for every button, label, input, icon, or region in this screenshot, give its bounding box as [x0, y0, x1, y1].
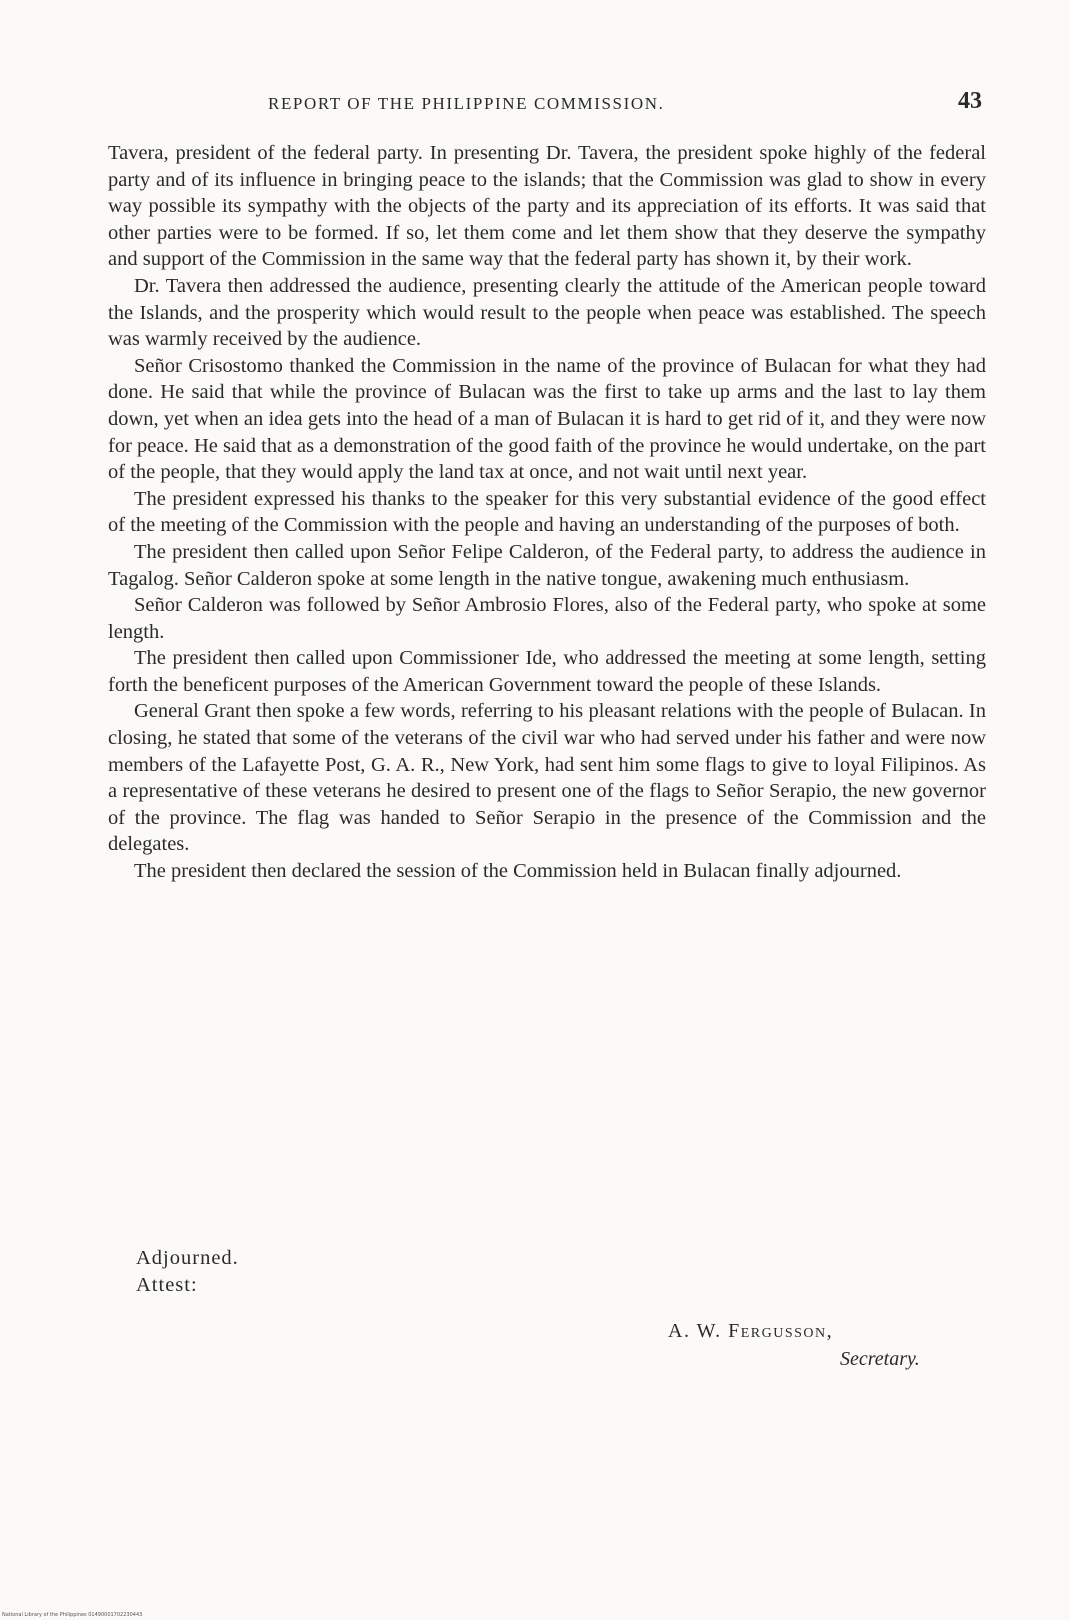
paragraph: The president then called upon Commissioner Ide, who addressed the meeting at some length, setting forth the beneficent purposes of the American Government toward the people of these Islands.: [108, 647, 986, 696]
paragraph: Señor Calderon was followed by Señor Ambrosio Flores, also of the Federal party, who spoke at some length.: [108, 594, 986, 643]
attest-line: Attest:: [136, 1273, 198, 1296]
adjourned-line: Adjourned.: [136, 1247, 239, 1269]
signature-block: [668, 1317, 968, 1373]
paragraph: Dr. Tavera then addressed the audience, presenting clearly the attitude of the American people toward the Islands, and the prosperity which would result to the people when peace was established. The speech was warmly received by the audience.: [108, 274, 986, 351]
page-number: 43: [958, 88, 982, 114]
paragraph: The president then called upon Señor Felipe Calderon, of the Federal party, to address the audience in Tagalog. Señor Calderon spoke at some length in the native tongue, awakening much enthusiasm.: [108, 540, 986, 590]
running-title: REPORT OF THE PHILIPPINE COMMISSION.: [268, 94, 665, 113]
paragraph: The president then declared the session of the Commission held in Bulacan finally adjourned.: [134, 860, 902, 883]
paragraph: General Grant then spoke a few words, referring to his pleasant relations with the people of Bulacan. In closing, he stated that some of the veterans of the civil war who had served under his father and were now members of the Lafayette Post, G. A. R., New York, had sent him some flags to give to loyal Filipinos. As a representative of these veterans he desired to present one of the flags to Señor Serapio, the new governor of the province. The flag was handed to Señor Serapio in the presence of the Commission and the delegates.: [108, 700, 986, 856]
signatory-title: Secretary.: [840, 1348, 920, 1370]
paragraph: The president expressed his thanks to the speaker for this very substantial evidence of the good effect of the meeting of the Commission with the people and having an understanding of the purposes of both.: [108, 487, 986, 537]
signatory-name: A. W. Fergusson,: [668, 1320, 834, 1342]
paragraph: Tavera, president of the federal party. In presenting Dr. Tavera, the president spoke highly of the federal party and of its influence in bringing peace to the islands; that the Commission was glad to show in every way possible its sympathy with the objects of the party and its appreciation of its efforts. It was said that other parties were to be formed. If so, let them come and let them show that they deserve the sympathy and support of the Commission in the same way that the federal party has shown it, by their work.: [108, 142, 986, 271]
body-text: [108, 140, 986, 885]
running-head: [108, 88, 986, 124]
closing-block: [136, 1245, 239, 1298]
scan-footer-note: National Library of the Philippines 01490001702230443: [2, 1612, 143, 1618]
paragraph: Señor Crisostomo thanked the Commission in the name of the province of Bulacan for what they had done. He said that while the province of Bulacan was the first to take up arms and the last to lay them down, yet when an idea gets into the head of a man of Bulacan it is hard to get rid of it, and they were now for peace. He said that as a demonstration of the good faith of the province he would undertake, on the part of the people, that they would apply the land tax at once, and not wait until next year.: [108, 354, 986, 484]
